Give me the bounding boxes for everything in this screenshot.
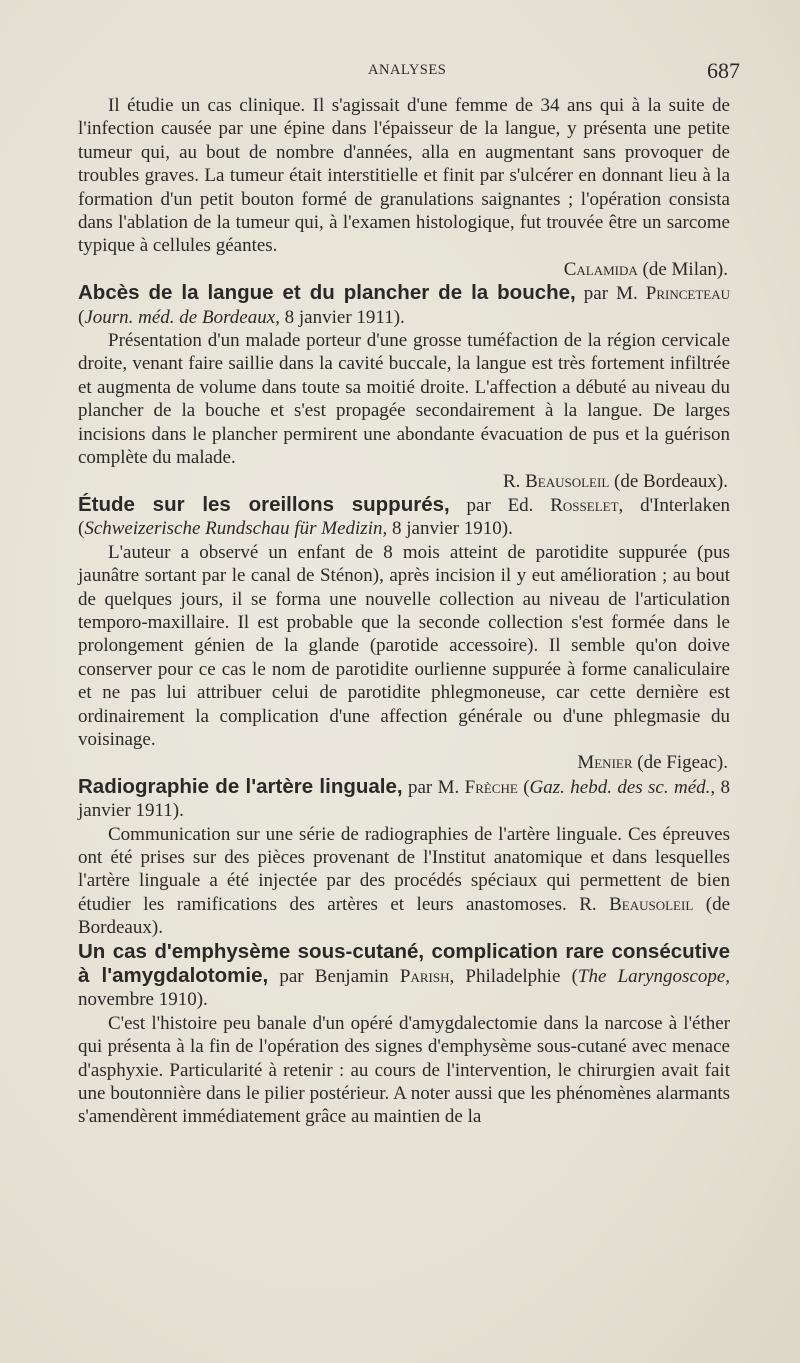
article-5-title: Un cas d'emphysème sous-cutané, complication rare consécutive à l'amygdalotomie,	[78, 939, 730, 988]
article-4-title: Radiographie de l'artère linguale,	[78, 774, 403, 798]
article-4-body: Communication sur une série de radiographies de l'artère linguale. Ces épreuves ont été prises sur des pièces provenant de l'Institut anatomique et dans lesquelles l'artère linguale a été injectée par des procédés spéciaux qui permettent de bien étudier les ramifications des artères et leurs anastomoses. R. Beausoleil (de Bordeaux).	[78, 823, 731, 939]
running-title: ANALYSES	[368, 62, 447, 78]
article-2-signature	[78, 470, 730, 493]
article-4-journal: Gaz. hebd. des sc. méd.,	[529, 776, 716, 798]
signature-place: (de Bordeaux).	[78, 893, 731, 939]
signature-name: Menier	[577, 752, 633, 774]
article-4-author: Frèche	[464, 776, 518, 798]
article-1-signature	[78, 258, 730, 281]
article-3-body: L'auteur a observé un enfant de 8 mois atteint de parotidite suppurée (pus jaunâtre sortant par le canal de Sténon), après incision il y eut amélioration ; au bout de quelques jours, il se forma une nouvelle collection au niveau de l'articulation temporo-maxillaire. Il est probable que la seconde collection s'est formée dans le prolongement génien de la glande (parotide accessoire). Il semble qu'on doive conserver pour ce cas le nom de parotidite ourlienne suppurée à forme canaliculaire et ne pas lui attribuer celui de parotidite phlegmoneuse, car cette dernière est ordinairement la complication d'une affection générale ou d'une phlegmasie du voisinage.	[78, 541, 730, 750]
article-2-author: Princeteau	[645, 283, 731, 305]
page-number: 687	[707, 58, 740, 83]
page-body	[78, 94, 730, 1129]
article-3-journal: Schweizerische Rundschau für Medizin,	[84, 518, 388, 540]
article-3-signature	[78, 751, 730, 774]
article-4-heading: Radiographie de l'artère linguale, par M. Frèche (Gaz. hebd. des sc. méd., 8 janvier 1911).	[78, 774, 730, 822]
article-3-author: Rosselet	[550, 494, 619, 516]
article-5-body: C'est l'histoire peu banale d'un opéré d'amygdalectomie dans la narcose à l'éther qui présenta à la fin de l'opération des signes d'emphysème sous-cutané avec menace d'asphyxie. Particularité à retenir : au cours de l'intervention, le chirurgien avait fait une boutonnière dans le pilier postérieur. A noter aussi que les phénomènes alarmants s'amendèrent immédiatement grâce au maintien de la	[78, 1012, 730, 1128]
article-5-journal: The Laryngoscope,	[577, 966, 731, 988]
article-1-body: Il étudie un cas clinique. Il s'agissait d'une femme de 34 ans qui à la suite de l'infection causée par une épine dans l'épaisseur de la langue, y présenta une petite tumeur qui, au bout de nombre d'années, alla en augmentant sans provoquer de troubles graves. La tumeur était interstitielle et finit par s'ulcérer en donnant lieu à la formation d'un petit bouton formé de granulations saignantes ; l'opération consista dans l'ablation de la tumeur qui, à l'examen histologique, fut trouvée être un sarcome typique à cellules géantes.	[78, 95, 730, 257]
article-3-heading: Étude sur les oreillons suppurés, par Ed. Rosselet, d'Interlaken (Schweizerische Rundschau für Medizin, 8 janvier 1910).	[78, 492, 731, 540]
article-2-heading: Abcès de la langue et du plancher de la bouche, par M. Princeteau (Journ. méd. de Bordeaux, 8 janvier 1911).	[78, 281, 731, 328]
article-2-body: Présentation d'un malade porteur d'une grosse tuméfaction de la région cervicale droite, venant faire saillie dans la cavité buccale, la langue est très fortement infiltrée et augmenta de volume dans toute sa moitié droite. L'affection a débuté au niveau du plancher de la bouche et s'est propagée secondairement à la langue. De larges incisions dans le plancher permirent une abondante évacuation de pus et la guérison complète du malade.	[78, 330, 730, 469]
signature-place: (de Figeac).	[632, 752, 728, 774]
article-5-heading: Un cas d'emphysème sous-cutané, complication rare consécutive à l'amygdalotomie, par Benjamin Parish, Philadelphie (The Laryngoscope, novembre 1910).	[78, 939, 731, 1011]
signature-place: (de Bordeaux).	[609, 470, 728, 492]
article-2-journal: Journ. méd. de Bordeaux,	[84, 306, 280, 328]
article-2-title: Abcès de la langue et du plancher de la bouche,	[78, 281, 576, 305]
article-5-author: Parish	[399, 966, 450, 988]
page-header	[0, 58, 800, 88]
article-3-title: Étude sur les oreillons suppurés,	[78, 492, 450, 516]
signature-name: R. Beausoleil	[579, 893, 694, 915]
signature-name: Calamida	[563, 258, 638, 280]
signature-place: (de Milan).	[637, 258, 728, 280]
signature-name: R. Beausoleil	[502, 470, 610, 492]
